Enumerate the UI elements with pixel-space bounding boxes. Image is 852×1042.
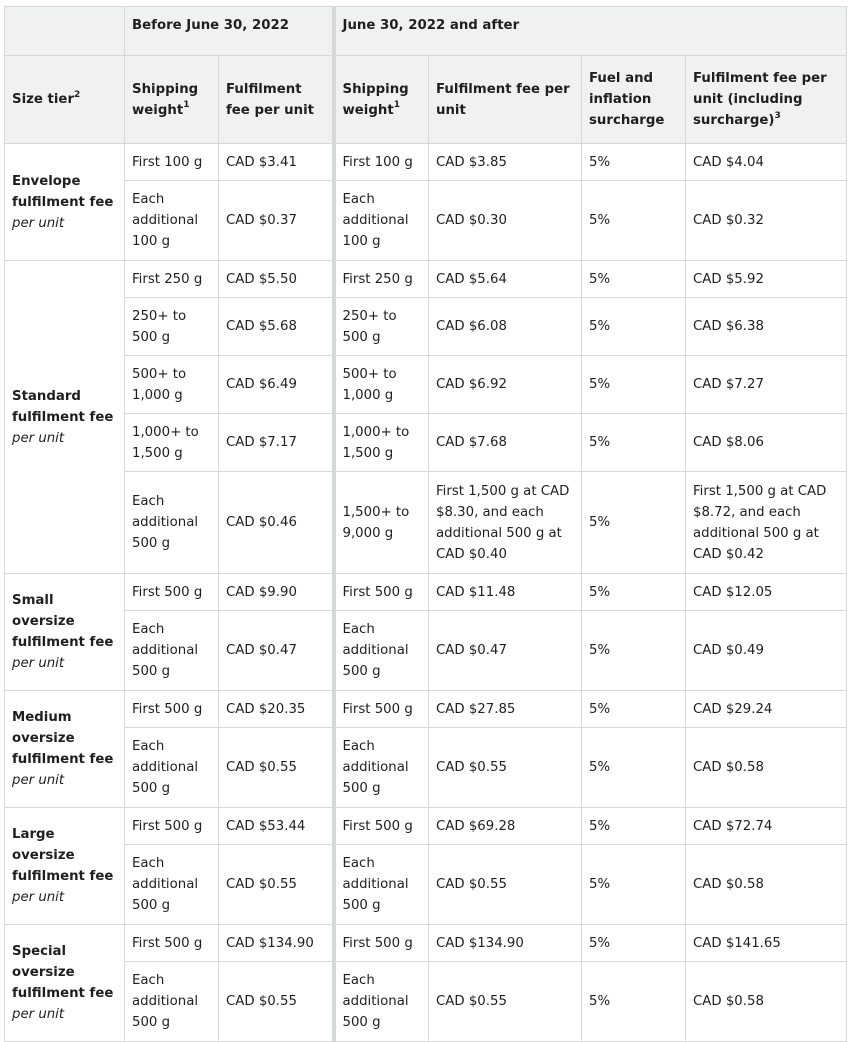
table-row bbox=[5, 414, 847, 472]
fee-after: CAD $7.68 bbox=[429, 414, 582, 472]
table-row bbox=[5, 181, 847, 261]
table-row bbox=[5, 845, 847, 925]
fee-before: CAD $7.17 bbox=[219, 414, 334, 472]
shipping-weight-after: Each additional 500 g bbox=[334, 845, 429, 925]
surcharge: 5% bbox=[582, 472, 686, 574]
header-corner-cell bbox=[5, 7, 125, 56]
fee-including-surcharge: CAD $0.58 bbox=[686, 845, 847, 925]
shipping-weight-before: 500+ to 1,000 g bbox=[125, 356, 219, 414]
footnote-mark: 1 bbox=[183, 100, 190, 111]
fee-after: CAD $134.90 bbox=[429, 925, 582, 962]
shipping-weight-after: 1,500+ to 9,000 g bbox=[334, 472, 429, 574]
fee-before: CAD $5.50 bbox=[219, 261, 334, 298]
tier-name: Large oversize fulfilment fee bbox=[12, 827, 114, 884]
size-tier-cell bbox=[5, 261, 125, 574]
fee-before: CAD $6.49 bbox=[219, 356, 334, 414]
shipping-weight-before: First 250 g bbox=[125, 261, 219, 298]
col-header-shipping-weight-before bbox=[125, 56, 219, 144]
shipping-weight-after: 1,000+ to 1,500 g bbox=[334, 414, 429, 472]
table-row bbox=[5, 356, 847, 414]
tier-name: Standard fulfilment fee bbox=[12, 388, 114, 425]
fee-after: CAD $11.48 bbox=[429, 574, 582, 611]
fee-before: CAD $0.37 bbox=[219, 181, 334, 261]
shipping-weight-after: First 500 g bbox=[334, 691, 429, 728]
table-row bbox=[5, 144, 847, 181]
shipping-weight-after: First 500 g bbox=[334, 574, 429, 611]
shipping-weight-before: Each additional 500 g bbox=[125, 611, 219, 691]
surcharge: 5% bbox=[582, 691, 686, 728]
shipping-weight-before: First 500 g bbox=[125, 574, 219, 611]
shipping-weight-before: First 500 g bbox=[125, 691, 219, 728]
fee-after: CAD $0.55 bbox=[429, 962, 582, 1042]
shipping-weight-label: Shipping weight bbox=[132, 81, 199, 118]
shipping-weight-before: First 500 g bbox=[125, 925, 219, 962]
col-header-fee-before: Fulfilment fee per unit bbox=[219, 56, 334, 144]
fee-including-surcharge: CAD $0.49 bbox=[686, 611, 847, 691]
surcharge: 5% bbox=[582, 611, 686, 691]
fee-before: CAD $3.41 bbox=[219, 144, 334, 181]
surcharge: 5% bbox=[582, 925, 686, 962]
shipping-weight-after: Each additional 500 g bbox=[334, 611, 429, 691]
table-row bbox=[5, 574, 847, 611]
tier-name: Small oversize fulfilment fee bbox=[12, 593, 114, 650]
fee-including-surcharge: CAD $5.92 bbox=[686, 261, 847, 298]
fee-before: CAD $134.90 bbox=[219, 925, 334, 962]
surcharge: 5% bbox=[582, 298, 686, 356]
shipping-weight-after: Each additional 100 g bbox=[334, 181, 429, 261]
table-row bbox=[5, 962, 847, 1042]
fee-including-surcharge: CAD $0.32 bbox=[686, 181, 847, 261]
fee-after: CAD $0.55 bbox=[429, 728, 582, 808]
col-header-fee-after: Fulfilment fee per unit bbox=[429, 56, 582, 144]
shipping-weight-after: Each additional 500 g bbox=[334, 728, 429, 808]
fee-after: CAD $0.55 bbox=[429, 845, 582, 925]
fee-including-surcharge: CAD $0.58 bbox=[686, 962, 847, 1042]
fee-including-surcharge: CAD $141.65 bbox=[686, 925, 847, 962]
tier-per-unit: per unit bbox=[12, 430, 65, 446]
fee-including-surcharge: CAD $4.04 bbox=[686, 144, 847, 181]
surcharge: 5% bbox=[582, 728, 686, 808]
surcharge: 5% bbox=[582, 181, 686, 261]
shipping-weight-after: First 500 g bbox=[334, 808, 429, 845]
header-group-row bbox=[5, 7, 847, 56]
fee-before: CAD $20.35 bbox=[219, 691, 334, 728]
table-row bbox=[5, 298, 847, 356]
size-tier-cell bbox=[5, 691, 125, 808]
fee-including-surcharge: CAD $29.24 bbox=[686, 691, 847, 728]
surcharge: 5% bbox=[582, 356, 686, 414]
shipping-weight-after: First 250 g bbox=[334, 261, 429, 298]
fee-after: CAD $5.64 bbox=[429, 261, 582, 298]
header-column-row bbox=[5, 56, 847, 144]
fee-after: First 1,500 g at CAD $8.30, and each additional 500 g at CAD $0.40 bbox=[429, 472, 582, 574]
shipping-weight-before: 250+ to 500 g bbox=[125, 298, 219, 356]
fee-before: CAD $9.90 bbox=[219, 574, 334, 611]
table-row bbox=[5, 728, 847, 808]
col-header-surcharge: Fuel and inflation surcharge bbox=[582, 56, 686, 144]
col-header-shipping-weight-after bbox=[334, 56, 429, 144]
fee-before: CAD $53.44 bbox=[219, 808, 334, 845]
fee-table-container bbox=[4, 6, 846, 1042]
group-header-after: June 30, 2022 and after bbox=[334, 7, 847, 56]
tier-name: Medium oversize fulfilment fee bbox=[12, 710, 114, 767]
fee-before: CAD $5.68 bbox=[219, 298, 334, 356]
fee-before: CAD $0.46 bbox=[219, 472, 334, 574]
fee-including-surcharge: CAD $12.05 bbox=[686, 574, 847, 611]
footnote-mark: 2 bbox=[74, 89, 81, 100]
table-row bbox=[5, 691, 847, 728]
fee-incl-label: Fulfilment fee per unit (including surcharge) bbox=[693, 71, 827, 128]
surcharge: 5% bbox=[582, 962, 686, 1042]
tier-per-unit: per unit bbox=[12, 215, 65, 231]
size-tier-cell bbox=[5, 808, 125, 925]
table-row bbox=[5, 261, 847, 298]
shipping-weight-before: Each additional 500 g bbox=[125, 845, 219, 925]
shipping-weight-label: Shipping weight bbox=[342, 81, 409, 118]
col-header-fee-including-surcharge bbox=[686, 56, 847, 144]
surcharge: 5% bbox=[582, 808, 686, 845]
fee-after: CAD $27.85 bbox=[429, 691, 582, 728]
fee-including-surcharge: CAD $6.38 bbox=[686, 298, 847, 356]
fee-including-surcharge: CAD $8.06 bbox=[686, 414, 847, 472]
fee-before: CAD $0.55 bbox=[219, 845, 334, 925]
shipping-weight-before: First 100 g bbox=[125, 144, 219, 181]
fee-before: CAD $0.55 bbox=[219, 962, 334, 1042]
surcharge: 5% bbox=[582, 144, 686, 181]
shipping-weight-before: Each additional 500 g bbox=[125, 962, 219, 1042]
fee-before: CAD $0.47 bbox=[219, 611, 334, 691]
fee-including-surcharge: First 1,500 g at CAD $8.72, and each additional 500 g at CAD $0.42 bbox=[686, 472, 847, 574]
footnote-mark: 3 bbox=[774, 110, 781, 121]
shipping-weight-before: Each additional 500 g bbox=[125, 472, 219, 574]
fee-after: CAD $6.08 bbox=[429, 298, 582, 356]
shipping-weight-after: First 500 g bbox=[334, 925, 429, 962]
col-header-size-tier bbox=[5, 56, 125, 144]
tier-name: Special oversize fulfilment fee bbox=[12, 944, 114, 1001]
fulfilment-fee-table bbox=[4, 6, 847, 1042]
fee-including-surcharge: CAD $0.58 bbox=[686, 728, 847, 808]
fee-after: CAD $69.28 bbox=[429, 808, 582, 845]
shipping-weight-after: 250+ to 500 g bbox=[334, 298, 429, 356]
group-header-before: Before June 30, 2022 bbox=[125, 7, 334, 56]
shipping-weight-before: Each additional 100 g bbox=[125, 181, 219, 261]
tier-per-unit: per unit bbox=[12, 890, 65, 905]
fee-including-surcharge: CAD $72.74 bbox=[686, 808, 847, 845]
shipping-weight-after: Each additional 500 g bbox=[334, 962, 429, 1042]
fee-after: CAD $0.30 bbox=[429, 181, 582, 261]
surcharge: 5% bbox=[582, 845, 686, 925]
shipping-weight-after: 500+ to 1,000 g bbox=[334, 356, 429, 414]
surcharge: 5% bbox=[582, 574, 686, 611]
size-tier-cell bbox=[5, 574, 125, 691]
shipping-weight-before: Each additional 500 g bbox=[125, 728, 219, 808]
fee-before: CAD $0.55 bbox=[219, 728, 334, 808]
size-tier-cell bbox=[5, 144, 125, 261]
shipping-weight-before: 1,000+ to 1,500 g bbox=[125, 414, 219, 472]
tier-per-unit: per unit bbox=[12, 1007, 65, 1022]
size-tier-label: Size tier bbox=[12, 92, 75, 107]
fee-after: CAD $0.47 bbox=[429, 611, 582, 691]
surcharge: 5% bbox=[582, 414, 686, 472]
table-row bbox=[5, 925, 847, 962]
tier-name: Envelope fulfilment fee bbox=[12, 173, 114, 210]
table-row bbox=[5, 472, 847, 574]
shipping-weight-before: First 500 g bbox=[125, 808, 219, 845]
fee-after: CAD $6.92 bbox=[429, 356, 582, 414]
tier-per-unit: per unit bbox=[12, 773, 65, 788]
fee-including-surcharge: CAD $7.27 bbox=[686, 356, 847, 414]
table-row bbox=[5, 808, 847, 845]
tier-per-unit: per unit bbox=[12, 656, 65, 671]
fee-after: CAD $3.85 bbox=[429, 144, 582, 181]
footnote-mark: 1 bbox=[393, 100, 400, 111]
surcharge: 5% bbox=[582, 261, 686, 298]
table-row bbox=[5, 611, 847, 691]
shipping-weight-after: First 100 g bbox=[334, 144, 429, 181]
